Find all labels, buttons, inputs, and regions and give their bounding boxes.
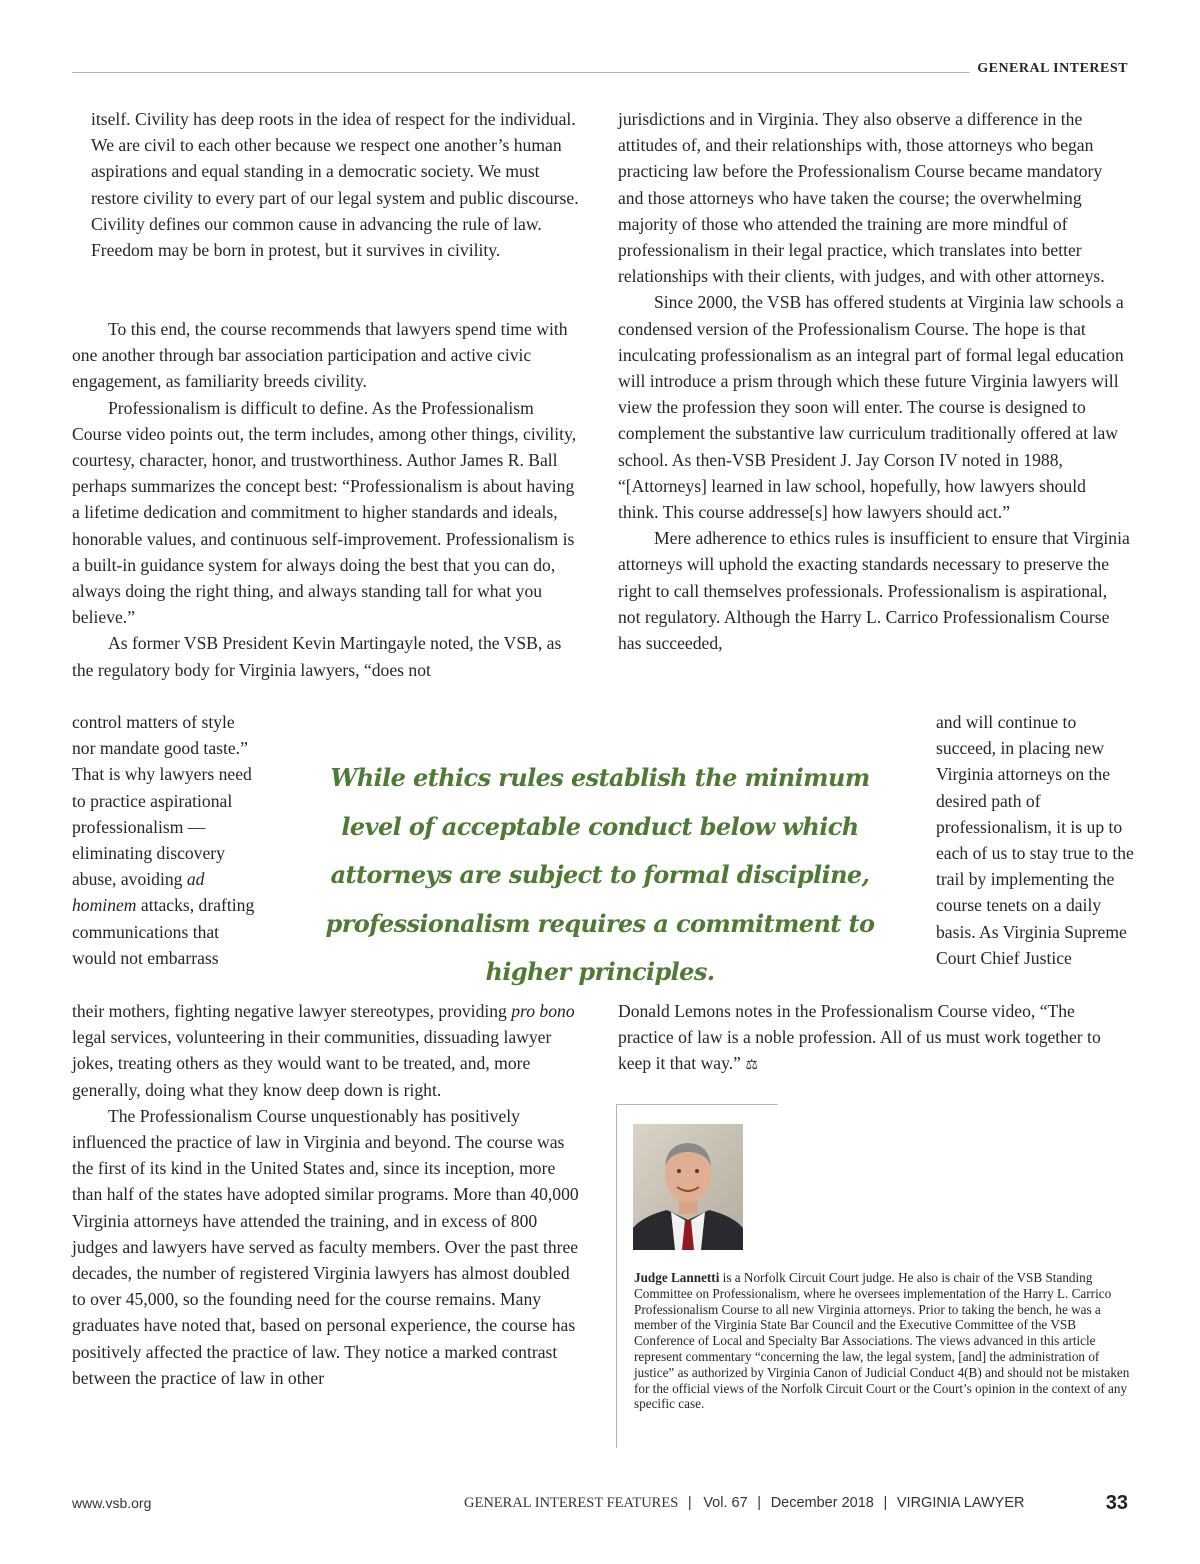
author-photo [633, 1124, 743, 1250]
footer-publication: GENERAL INTEREST FEATURES | Vol. 67 | December 2018 | VIRGINIA LAWYER [464, 1495, 1025, 1511]
paragraph: Mere adherence to ethics rules is insufficient to ensure that Virginia attorneys will uphold the exacting standards necessary to preserve the right to call themselves professionals. Professionalism is aspirational, not regulatory. Although the Harry L. Carrico Professionalism Course has succeeded, [618, 528, 1130, 654]
bio-rule-horizontal [616, 1104, 778, 1105]
right-column-wrap [936, 709, 1136, 971]
paragraph: Donald Lemons notes in the Professionalism Course video, “The practice of law is a noble profession. All of us must work together to keep it that way.” ⚖ [618, 1001, 1101, 1074]
bio-rule-vertical [616, 1104, 617, 1448]
paragraph: Since 2000, the VSB has offered students at Virginia law schools a condensed version of the Professionalism Course. The hope is that inculcating professionalism as an integral part of formal legal education will introduce a prism through which these future Virginia lawyers will view the profession they soon will enter. The course is designed to complement the substantive law curriculum traditionally offered at law school. As then-VSB President J. Jay Corson IV noted in 1988, “[Attorneys] learned in law school, hopefully, how lawyers should think. This course addresse[s] how lawyers should act.” [618, 292, 1124, 523]
footer-website: www.vsb.org [72, 1495, 152, 1511]
paragraph: Professionalism is difficult to define. As the Professionalism Course video points out, the term includes, among other things, civility, courtesy, character, honor, and trustworthiness. Author James R. Ball perhaps summarizes the concept best: “Professionalism is about having a lifetime dedication and commitment to higher standards and ideals, honorable values, and continuous self-improvement. Professionalism is a built-in guidance system for always doing the best that you can do, always doing the right thing, and always standing tall for what you believe.” [72, 397, 577, 628]
paragraph: their mothers, fighting negative lawyer stereotypes, providing pro bono legal services, volunteering in their communities, dissuading lawyer jokes, treating others as they would want to be treated, and, more generally, doing what they know deep down is right. [72, 1001, 575, 1100]
paragraph: control matters of style nor mandate good taste.” That is why lawyers need to practice aspirational professionalism — eliminating discovery abuse, avoiding ad hominem attacks, drafting communications that would not embarrass [72, 712, 255, 968]
left-column-wrap [72, 709, 262, 971]
left-column-lower [72, 998, 584, 1391]
header-rule [72, 72, 970, 73]
right-column-upper [618, 106, 1130, 656]
author-bio: Judge Lannetti is a Norfolk Circuit Court judge. He also is chair of the VSB Standing Committee on Professionalism, where he oversees implementation of the Harry L. Carrico Professionalism Course to all new Virginia attorneys. Prior to taking the bench, he was a member of the Virginia State Bar Council and the Executive Committee of the VSB Conference of Local and Specialty Bar Associations. The views advanced in this article represent commentary “concerning the law, the legal system, [and] the administration of justice” as authorized by Virginia Canon of Judicial Conduct 4(B) and should not be mistaken for the official views of the Norfolk Circuit Court or the Court’s opinion in the context of any specific case. [634, 1270, 1130, 1412]
paragraph: jurisdictions and in Virginia. They also observe a difference in the attitudes of, and their relationships with, those attorneys who began practicing law before the Professionalism Course became mandatory and those attorneys who have taken the course; the overwhelming majority of those who attended the training are more mindful of professionalism in their legal practice, which translates into better relationships with their clients, with judges, and with other attorneys. [618, 109, 1105, 287]
end-mark-icon: ⚖ [745, 1057, 758, 1074]
section-label: GENERAL INTEREST [977, 61, 1128, 76]
pull-quote: While ethics rules establish the minimum level of acceptable conduct below which attorneys are subject to formal discipline, professionalism requires a commitment to higher principles. [325, 763, 875, 986]
paragraph: As former VSB President Kevin Martingayle noted, the VSB, as the regulatory body for Virginia lawyers, “does not [72, 633, 562, 680]
paragraph: The Professionalism Course unquestionably has positively influenced the practice of law in Virginia and beyond. The course was the first of its kind in the United States and, since its inception, more than half of the states have adopted similar programs. More than 40,000 Virginia attorneys have attended the training, and in excess of 800 judges and lawyers have served as faculty members. Over the past three decades, the number of registered Virginia lawyers has almost doubled to over 45,000, so the founding need for the course remains. Many graduates have noted that, based on personal experience, the course has positively affected the practice of law. They notice a marked contrast between the practice of law in other [72, 1105, 579, 1388]
page-number: 33 [1105, 1492, 1128, 1514]
right-column-lower [618, 998, 1130, 1079]
paragraph: To this end, the course recommends that lawyers spend time with one another through bar association participation and active civic engagement, as familiarity breeds civility. [72, 319, 568, 392]
left-column-upper [72, 316, 582, 683]
author-name: Judge Lannetti [634, 1270, 720, 1285]
block-quote: itself. Civility has deep roots in the idea of respect for the individual. We are civil to each other because we respect one another’s human aspirations and equal standing in a democratic society. We must restore civility to every part of our legal system and public discourse. Civility defines our common cause in advancing the rule of law. Freedom may be born in protest, but it survives in civility. [91, 109, 579, 261]
paragraph: and will continue to succeed, in placing new Virginia attorneys on the desired path of professionalism, it is up to each of us to stay true to the trail by implementing the course tenets on a daily basis. As Virginia Supreme Court Chief Justice [936, 712, 1134, 968]
